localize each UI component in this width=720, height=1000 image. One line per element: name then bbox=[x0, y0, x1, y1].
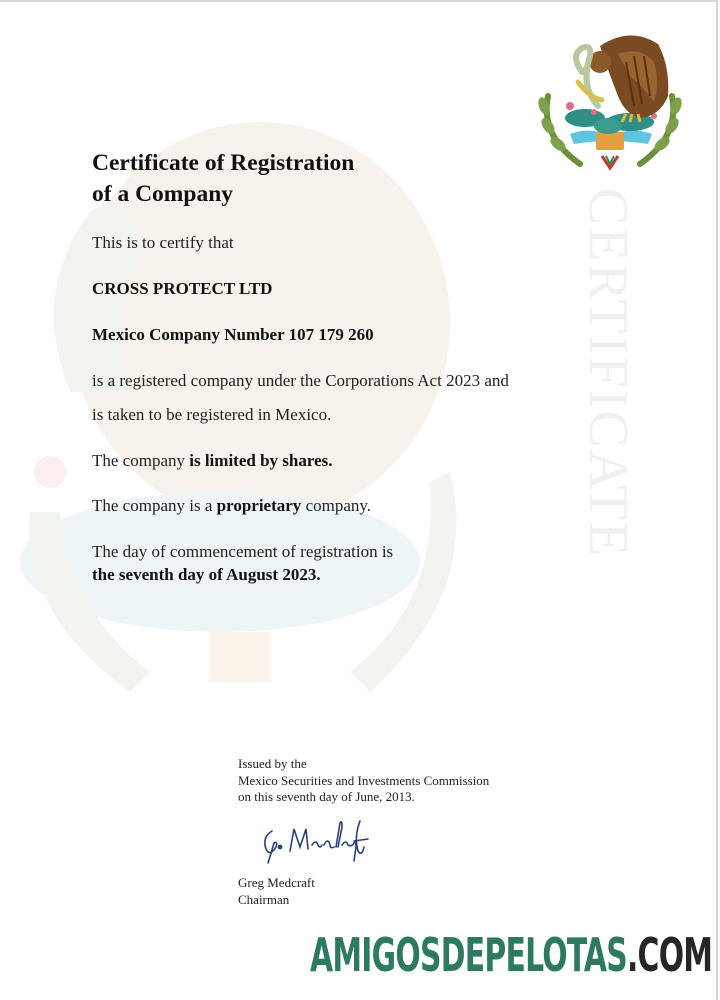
proprietary-statement: The company is a proprietary company. bbox=[92, 496, 372, 515]
commencement-line1: The day of commencement of registration is bbox=[92, 542, 394, 561]
brand-tld: .COM bbox=[626, 928, 713, 982]
limited-by-shares-statement: The company is limited by shares. bbox=[92, 451, 333, 470]
certify-intro: This is to certify that bbox=[92, 233, 234, 252]
handwritten-signature-icon bbox=[258, 817, 378, 867]
mexican-coat-of-arms-icon bbox=[530, 26, 690, 176]
issuer-organization: Mexico Securities and Investments Commission bbox=[238, 772, 490, 788]
certificate-watermark-text: CERTIFICATE bbox=[577, 187, 640, 559]
commencement-date: the seventh day of August 2023. bbox=[92, 565, 321, 584]
registered-statement-line1: is a registered company under the Corporations Act 2023 and bbox=[92, 371, 509, 390]
site-branding-watermark bbox=[310, 927, 712, 983]
registered-statement-line2: is taken to be registered in Mexico. bbox=[92, 405, 332, 424]
company-number: Mexico Company Number 107 179 260 bbox=[92, 325, 374, 344]
signer-name: Greg Medcraft bbox=[238, 875, 315, 890]
issue-date: on this seventh day of June, 2013. bbox=[238, 789, 415, 804]
signer-block bbox=[238, 875, 315, 908]
issuer-block bbox=[238, 756, 489, 806]
certificate-title: Certificate of Registration of a Company bbox=[92, 150, 355, 207]
company-name: CROSS PROTECT LTD bbox=[92, 279, 273, 298]
issuer-line1: Issued by the bbox=[238, 756, 307, 771]
signer-title: Chairman bbox=[238, 891, 290, 907]
brand-name: AMIGOSDEPELOTAS bbox=[310, 928, 627, 982]
